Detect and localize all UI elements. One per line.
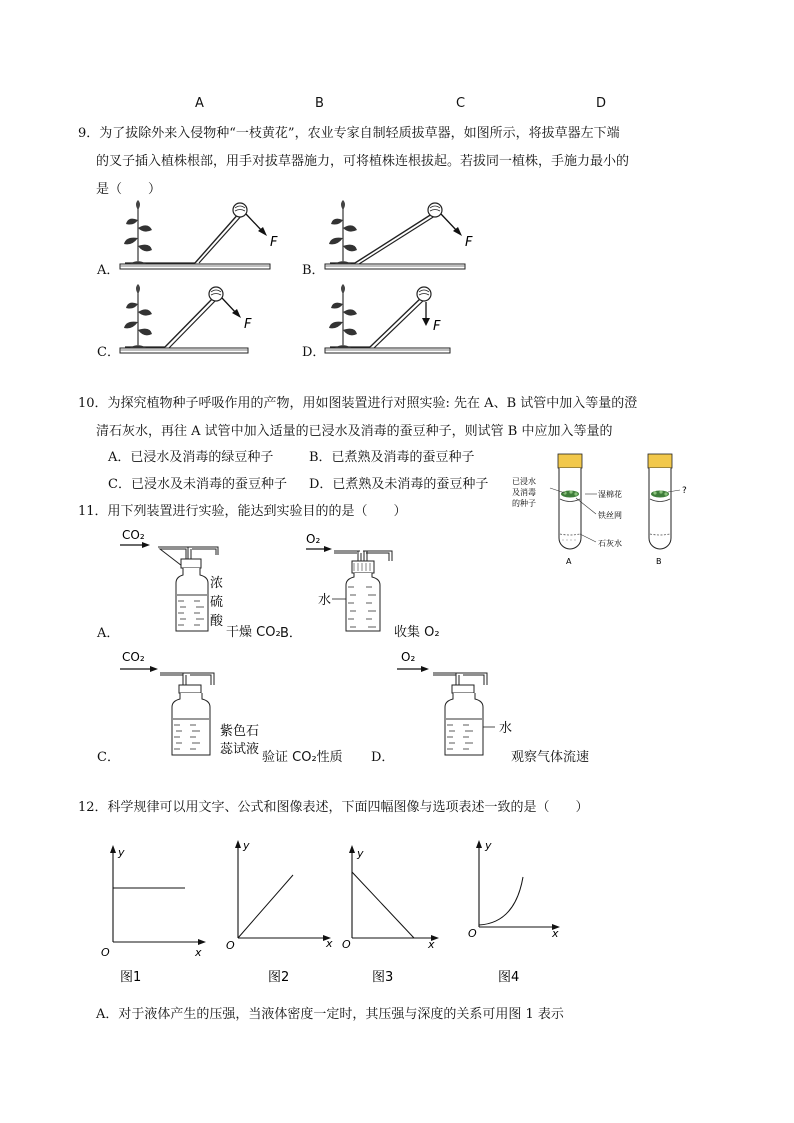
q12-g1-y: y [118,846,125,859]
q12-g4-x: x [552,927,559,940]
q12-g2-x: x [326,937,333,950]
q11-c-liquid-2: 蕊试液 [220,742,260,757]
q12-g3-y: y [357,847,364,860]
q11-b-purpose: 收集 O₂ [394,625,440,640]
q9-figure-b [325,200,485,275]
q12-g1-x: x [195,946,202,959]
q11-a-purpose: 干燥 CO₂ [226,625,281,640]
q12-option-a[interactable]: A．对于液体产生的压强，当液体密度一定时，其压强与深度的关系可用图 1 表示 [96,1007,564,1022]
q10-question-mark: ? [682,486,687,496]
q12-g2-caption: 图2 [268,970,290,985]
q10-seed-label-3: 的种子 [512,499,536,508]
q12-g1-o: O [101,946,110,959]
q10-option-a[interactable]: A．已浸水及消毒的绿豆种子 [108,450,274,465]
q11-a-liquid-3: 酸 [210,614,224,629]
q11-option-a[interactable]: A． [97,626,120,641]
q10-option-c[interactable]: C．已浸水及未消毒的蚕豆种子 [108,477,287,492]
q9-force-label-c: F [244,317,252,332]
q11-c-gas: CO₂ [122,650,145,664]
q10-mesh-label: 铁丝网 [598,511,622,520]
q12-g3-x: x [428,938,435,951]
q10-tube-b-label: B [656,557,662,566]
q9-figure-c [120,284,280,359]
q9-option-b[interactable]: B． [302,263,325,278]
q9-line3: 是（ ） [96,182,162,197]
q11-stem: 11．用下列装置进行实验，能达到实验目的的是（ ） [78,504,407,519]
q12-g1-caption: 图1 [120,970,142,985]
q10-seed-label-1: 已浸水 [512,477,536,486]
q11-option-d[interactable]: D． [371,750,395,765]
q11-apparatus-a [120,525,240,635]
q10-cotton-label: 湿棉花 [598,490,622,499]
q12-g4-o: O [468,927,477,940]
q12-g3-o: O [342,938,351,951]
q9-force-label-a: F [270,235,278,250]
q11-apparatus-d [395,645,535,760]
q11-c-purpose: 验证 CO₂性质 [262,750,343,765]
q11-b-liquid: 水 [318,593,332,608]
q11-d-gas: O₂ [401,650,416,664]
q12-g3-caption: 图3 [372,970,394,985]
q12-graph-3 [340,840,450,990]
q12-stem: 12．科学规律可以用文字、公式和图像表述，下面四幅图像与选项表述一致的是（ ） [78,800,589,815]
q9-line1: 9．为了拔除外来入侵物种“一枝黄花”，农业专家自制轻质拔草器，如图所示，将拔草器左下端 [78,126,620,141]
q12-g2-o: O [226,939,235,952]
q11-d-liquid: 水 [499,721,513,736]
q11-a-liquid-2: 硫 [210,595,224,610]
q9-force-label-b: F [465,235,473,250]
q12-g2-y: y [243,839,250,852]
q10-tube-a-label: A [566,557,572,566]
q10-test-tube-figure [510,452,710,572]
q9-force-label-d: F [433,319,441,334]
q8-label-a: A [195,96,204,111]
q11-apparatus-c [120,645,270,760]
q10-line2: 清石灰水，再往 A 试管中加入适量的已浸水及消毒的蚕豆种子，则试管 B 中应加入等量的 [96,424,613,439]
q11-c-liquid-1: 紫色石 [220,724,260,739]
q10-option-b[interactable]: B．已煮熟及消毒的蚕豆种子 [309,450,475,465]
q8-label-c: C [456,96,466,111]
q9-option-a[interactable]: A． [97,263,120,278]
q11-d-purpose: 观察气体流速 [511,750,590,765]
q10-option-d[interactable]: D．已煮熟及未消毒的蚕豆种子 [309,477,489,492]
q10-seed-label-2: 及消毒 [512,488,536,497]
q10-line1: 10．为探究植物种子呼吸作用的产物，用如图装置进行对照实验: 先在 A、B 试管中加入等量的澄 [78,396,638,411]
q12-graph-1 [95,840,215,990]
q12-g4-caption: 图4 [498,970,520,985]
q11-a-liquid-1: 浓 [210,576,224,591]
q9-option-c[interactable]: C． [97,345,120,360]
q11-b-dot: B． [280,626,302,641]
q9-figure-a [120,200,280,275]
q8-label-b: B [315,96,324,111]
q10-limewater-label: 石灰水 [598,539,622,548]
q9-line2: 的叉子插入植株根部，用手对拔草器施力，可将植株连根拔起。若拔同一植株，手施力最小的 [96,154,630,169]
q9-option-d[interactable]: D． [302,345,326,360]
q12-graph-4 [465,835,575,990]
q9-figure-d [325,284,485,359]
q11-apparatus-b [300,525,410,635]
q11-option-c[interactable]: C． [97,750,120,765]
q12-g4-y: y [485,839,492,852]
q11-a-gas: CO₂ [122,528,145,542]
q8-label-d: D [596,96,607,111]
q11-b-gas: O₂ [306,532,321,546]
q12-graph-2 [220,835,340,990]
